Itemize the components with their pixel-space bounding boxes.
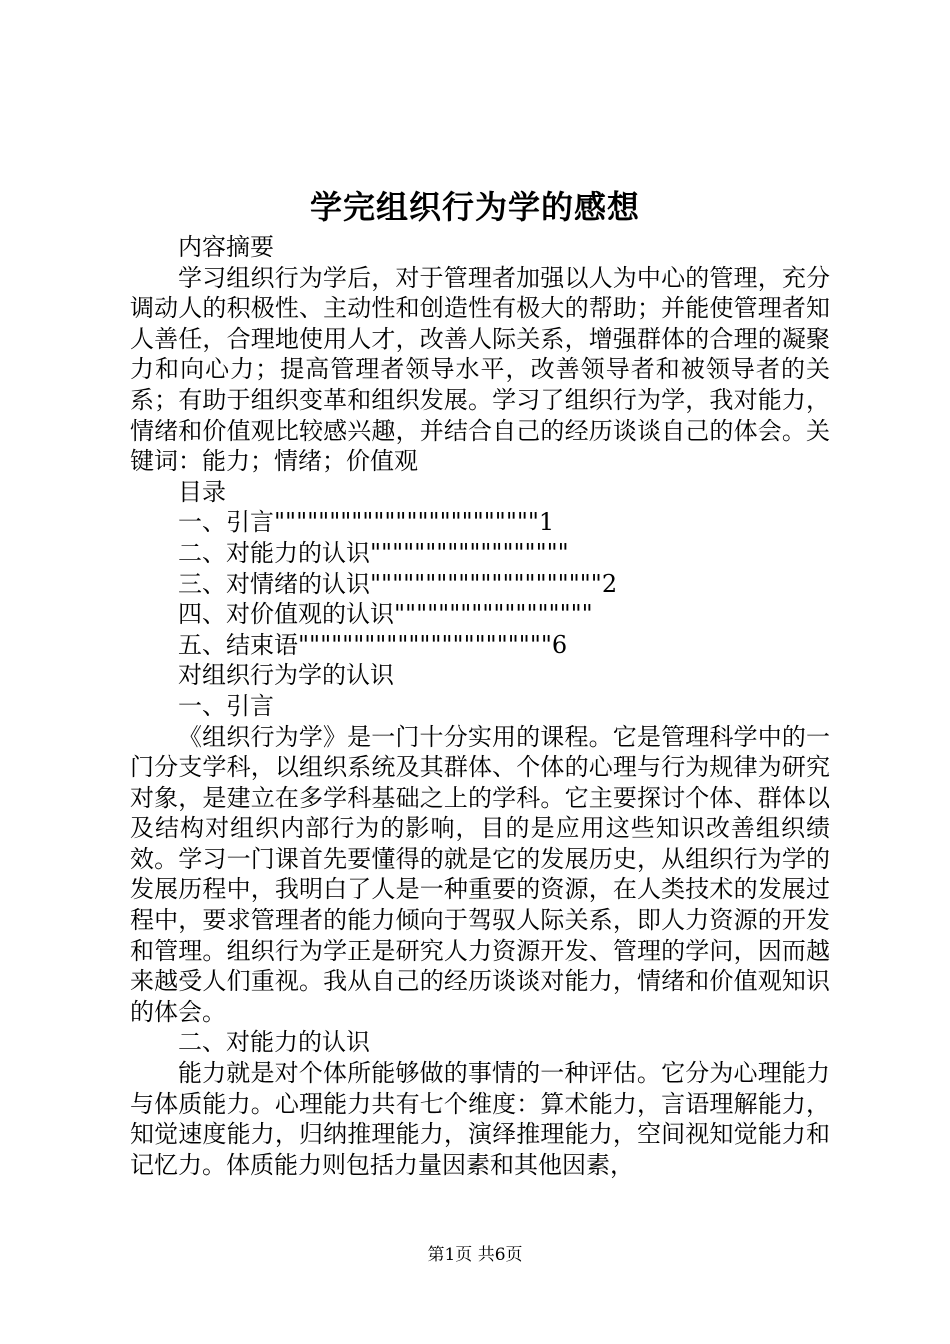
subtitle: 对组织行为学的认识: [178, 661, 394, 690]
toc-item-5: 五、结束语"""""""""""""""""""""""6: [178, 630, 568, 659]
section1-paragraph: 《组织行为学》是一门十分实用的课程。它是管理科学中的一门分支学科，以组织系统及其群体、个体的心理与行为规律为研究对象，是建立在多学科基础之上的学科。它主要探讨个体、群体以及结构对组织内部行为的影响，目的是应用这些知识改善组织绩效。学习一门课首先要懂得的就是它的发展历史，从组织行为学的发展历程中，我明白了人是一种重要的资源，在人类技术的发展过程中，要求管理者的能力倾向于驾驭人际关系，即人力资源的开发和管理。组织行为学正是研究人力资源开发、管理的学问，因而越来越受人们重视。我从自己的经历谈谈对能力，情绪和价值观知识的体会。: [130, 722, 830, 1026]
section2-heading: 二、对能力的认识: [178, 1028, 370, 1057]
section2-paragraph: 能力就是对个体所能够做的事情的一种评估。它分为心理能力与体质能力。心理能力共有七个维度：算术能力，言语理解能力，知觉速度能力，归纳推理能力，演绎推理能力，空间视知觉能力和记忆力。体质能力则包括力量因素和其他因素，: [130, 1059, 830, 1179]
toc-item-2: 二、对能力的认识"""""""""""""""""": [178, 538, 569, 567]
toc-item-3: 三、对情绪的认识"""""""""""""""""""""2: [178, 569, 618, 598]
page-footer: 第1页 共6页: [427, 1245, 523, 1265]
toc-item-4: 四、对价值观的认识"""""""""""""""""": [178, 600, 593, 629]
abstract-paragraph: 学习组织行为学后，对于管理者加强以人为中心的管理，充分调动人的积极性、主动性和创造性有极大的帮助；并能使管理者知人善任，合理地使用人才，改善人际关系，增强群体的合理的凝聚力和向心力；提高管理者领导水平，改善领导者和被领导者的关系；有助于组织变革和组织发展。学习了组织行为学，我对能力，情绪和价值观比较感兴趣，并结合自己的经历谈谈自己的体会。关键词：能力；情绪；价值观: [130, 263, 830, 476]
toc-heading: 目录: [178, 477, 226, 506]
document-body: [130, 232, 830, 1180]
abstract-heading: 内容摘要: [178, 233, 274, 261]
section1-heading: 一、引言: [178, 691, 274, 720]
document-title: 学完组织行为学的感想: [309, 188, 640, 226]
toc-item-1: 一、引言""""""""""""""""""""""""1: [178, 508, 555, 537]
